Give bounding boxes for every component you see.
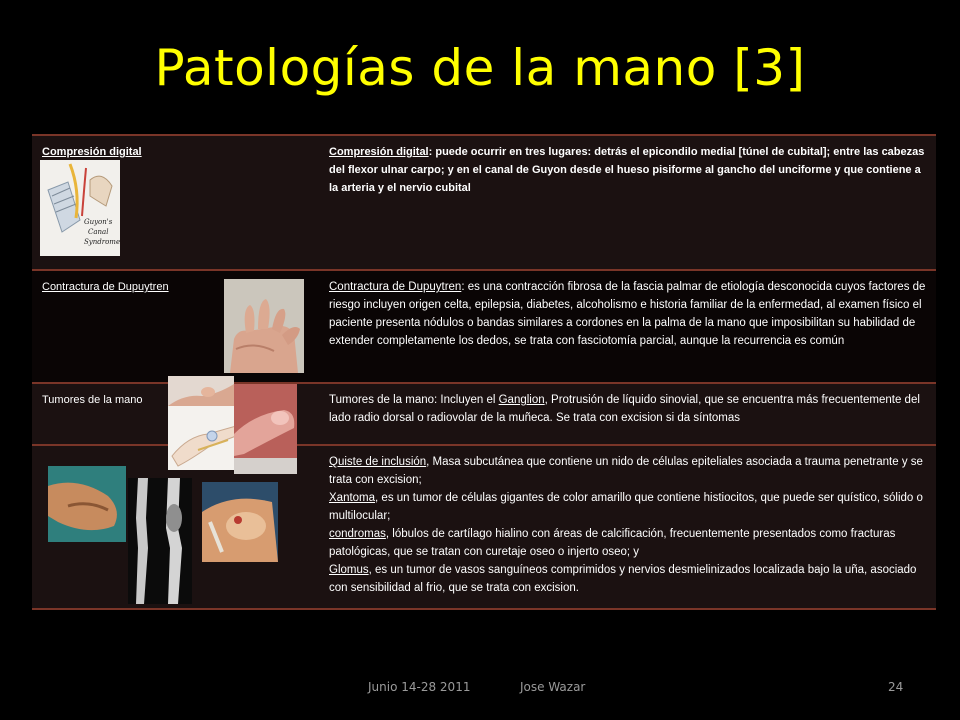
- tumor-item: [329, 489, 927, 525]
- slide-title: Patologías de la mano [3]: [154, 39, 806, 97]
- dupuytren-hand-image: [224, 279, 304, 373]
- tumor-link[interactable]: Glomus: [329, 564, 369, 576]
- description-text: : puede ocurrir en tres lugares: detrás el epicondilo medial [túnel de cubital]; entre las cabezas del flexor ulnar carpo; y en el canal de Guyon desde el hueso pisiforme al gancho del unciforme y que contiene a la arteria y el nervio cubital: [329, 146, 925, 194]
- tumor-item: [329, 561, 927, 597]
- description-text: , Protrusión de líquido sinovial, que se encuentra más frecuentemente del lado radio dorsal o radiovolar de la muñeca. Se trata con excision si da síntomas: [329, 394, 920, 424]
- description-text: : es una contracción fibrosa de la fascia palmar de etiología desconocida cuyos factores de riesgo incluyen origen celta, epilepsia, diabetes, alcoholismo e historia familiar de la enfermedad, al examen físico el paciente presenta nódulos o bandas similares a cordones en la palma de la mano que imposibilitan su habilidad de extender completamente los dedos, se trata con fasciotomía parcial, aunque la recurrencia es común: [329, 281, 926, 347]
- ganglion-diagram: [168, 406, 240, 470]
- table-row: [32, 271, 936, 382]
- row-label-compresion: Compresión digital: [42, 146, 142, 158]
- tumor-text: , es un tumor de células gigantes de color amarillo que contiene histiocitos, que puede ser quístico, sólido o multilocular;: [329, 492, 923, 522]
- footer-date: Junio 14-28 2011: [368, 680, 471, 694]
- footer-page-number: 24: [888, 680, 904, 694]
- tumor-link[interactable]: Quiste de inclusión: [329, 456, 427, 468]
- table-row: [32, 136, 936, 269]
- tumor-item: [329, 525, 927, 561]
- tumor-item: [329, 453, 927, 489]
- tumor-text: , Masa subcutánea que contiene un nido de células epiteliales asociada a trauma penetrante y se trata con excision;: [329, 456, 923, 486]
- row-description-tumores: [329, 391, 927, 427]
- row-description-other-tumors: [329, 453, 927, 597]
- description-link[interactable]: Compresión digital: [329, 146, 429, 158]
- tumor-link[interactable]: condromas: [329, 528, 386, 540]
- image-caption-line: Guyon's: [84, 218, 113, 226]
- row-label-tumores: Tumores de la mano: [42, 394, 143, 406]
- row-label-dupuytren: Contractura de Dupuytren: [42, 281, 169, 293]
- finger-nodules-photo: [234, 384, 297, 474]
- table-rule: [32, 608, 936, 610]
- row-description-compresion: [329, 143, 927, 197]
- footer-author: Jose Wazar: [520, 680, 586, 694]
- inclusion-cyst-photo: [48, 466, 126, 542]
- chondroma-xray: [128, 478, 192, 604]
- glomus-nail-photo: [202, 482, 278, 562]
- description-link[interactable]: Contractura de Dupuytren: [329, 281, 462, 293]
- guyon-canal-image: [40, 160, 120, 256]
- tumor-text: , es un tumor de vasos sanguíneos comprimidos y nervios desmielinizados localizada bajo la uña, asociado con sensibilidad al frio, que se trata con excision.: [329, 564, 917, 594]
- tumor-link[interactable]: Xantoma: [329, 492, 376, 504]
- description-link[interactable]: Ganglion: [498, 394, 545, 406]
- description-prefix: Tumores de la mano: Incluyen el: [329, 394, 499, 406]
- image-caption-line: Syndrome: [84, 238, 120, 246]
- row-description-dupuytren: [329, 278, 927, 350]
- tumor-text: , lóbulos de cartílago hialino con áreas de calcificación, frecuentemente presentados como fracturas patológicas, que se tratan con curetaje oseo o injerto oseo; y: [329, 528, 896, 558]
- image-caption-line: Canal: [88, 228, 109, 236]
